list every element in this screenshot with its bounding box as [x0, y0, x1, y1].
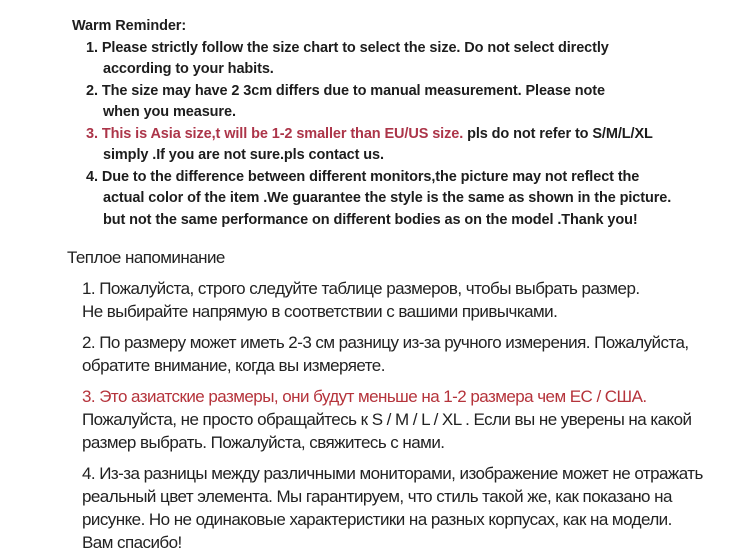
ru-section-header: Теплое напоминание [67, 248, 225, 267]
en-item1-line1: 1. Please strictly follow the size chart to select the size. Do not select directly [86, 39, 609, 56]
en-item3-black-text: pls do not refer to S/M/L/XL [463, 125, 653, 142]
en-item4-line1: 4. Due to the difference between different monitors,the picture may not reflect the [86, 168, 640, 185]
ru-item2 [0, 331, 750, 377]
en-item4-line2: actual color of the item .We guarantee the style is the same as shown in the picture. [103, 190, 672, 206]
en-item3-red-text: 3. This is Asia size,t will be 1-2 smaller than EU/US size. [86, 125, 464, 142]
ru-item3 [0, 385, 750, 454]
ru-item4 [0, 462, 750, 554]
ru-item4-line1: 4. Из-за разницы между различными мониторами, изображение может не отражать [82, 464, 703, 483]
warm-reminder-section-ru [0, 246, 750, 554]
ru-item2-line1: 2. По размеру может иметь 2-3 см разницу из-за ручного измерения. Пожалуйста, [82, 333, 689, 352]
ru-item4-line3: рисунке. Но не одинаковые характеристики на разных корпусах, как на модели. [82, 510, 672, 529]
warm-reminder-title: Warm Reminder: [72, 18, 187, 34]
en-item3-line2: simply .If you are not sure.pls contact us. [103, 147, 384, 163]
ru-item3-line2: Пожалуйста, не просто обращайтесь к S / M / L / XL . Если вы не уверены на какой [82, 410, 692, 429]
warm-reminder-section-en [0, 16, 750, 231]
en-item2-line2: when you measure. [103, 104, 236, 120]
ru-item4-line4: Вам спасибо! [82, 533, 182, 552]
en-item2-line1: 2. The size may have 2 3cm differs due to manual measurement. Please note [86, 82, 605, 99]
ru-item4-line2: реальный цвет элемента. Мы гарантируем, что стиль такой же, как показано на [82, 487, 672, 506]
ru-item2-line2: обратите внимание, когда вы измеряете. [82, 356, 385, 375]
ru-item1 [0, 277, 750, 323]
ru-item1-line2: Не выбирайте напрямую в соответствии с вашими привычками. [82, 302, 558, 321]
ru-item1-line1: 1. Пожалуйста, строго следуйте таблице размеров, чтобы выбрать размер. [82, 279, 640, 298]
en-item1-line2: according to your habits. [103, 61, 274, 77]
en-item4-line3: but not the same performance on different bodies as on the model .Thank you! [103, 211, 638, 228]
en-item3-line1 [0, 124, 750, 146]
ru-item3-line3: размер выбрать. Пожалуйста, свяжитесь с нами. [82, 433, 445, 452]
ru-item3-red-line: 3. Это азиатские размеры, они будут меньше на 1-2 размера чем ЕС / США. [82, 387, 647, 406]
